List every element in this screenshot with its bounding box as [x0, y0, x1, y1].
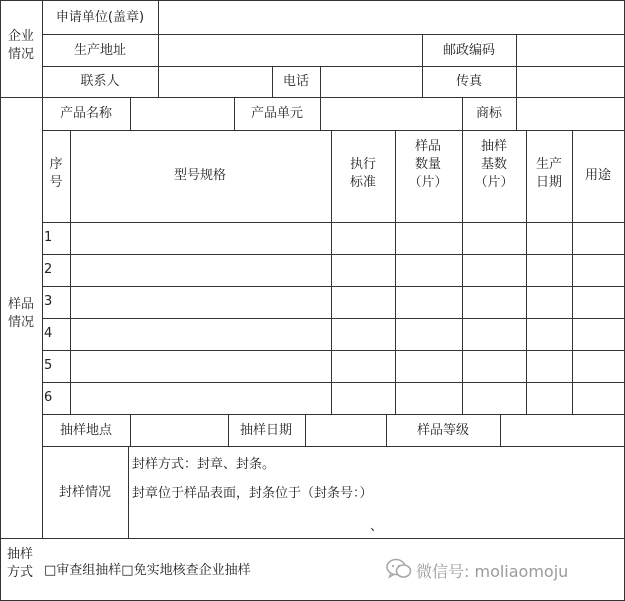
divider-enterprise-sample	[0, 97, 625, 98]
address-cell-line	[158, 34, 159, 67]
product-unit-right-line	[320, 97, 321, 131]
table-row-line-4	[42, 318, 625, 319]
header-quantity: 样品 数量 （片）	[408, 139, 448, 190]
table-row-line-3	[42, 286, 625, 287]
product-unit-label: 产品单元	[250, 106, 303, 121]
header-standard: 执行 标准	[349, 157, 376, 190]
header-usage: 用途	[584, 168, 611, 183]
enterprise-section-label: 企业 情况	[7, 29, 34, 62]
wechat-icon	[386, 558, 412, 580]
trademark-label: 商标	[475, 106, 502, 121]
product-name-label: 产品名称	[59, 106, 112, 121]
date-label: 抽样日期	[239, 423, 292, 438]
postcode-label: 邮政编码	[442, 43, 495, 58]
fax-label: 传真	[455, 74, 482, 89]
sample-section-label: 样品 情况	[7, 297, 34, 330]
border-top	[0, 0, 625, 1]
table-row-line-5	[42, 350, 625, 351]
header-production-date: 生产 日期	[535, 157, 562, 190]
table-row-number: 3	[44, 294, 53, 309]
watermark-text: 微信号: moliaomoju	[416, 562, 569, 581]
table-col-line-0	[70, 130, 71, 415]
header-serial: 序 号	[49, 157, 63, 190]
seal-mark: 、	[370, 519, 384, 534]
seal-method-text: 封样方式：封章、封条。	[132, 457, 276, 472]
row-line-address	[42, 66, 625, 67]
method-options: □审查组抽样□免实地核查企业抽样	[44, 563, 251, 578]
table-row-number: 4	[44, 326, 53, 341]
divider-sample-method	[0, 538, 625, 539]
applicant-cell-line	[158, 0, 159, 35]
location-label: 抽样地点	[59, 423, 112, 438]
seal-position-text: 封章位于样品表面，封条位于（封条号：）	[132, 486, 373, 501]
address-label: 生产地址	[73, 43, 126, 58]
method-section-label: 抽样 方式	[6, 547, 33, 580]
header-base: 抽样 基数 （片）	[474, 139, 514, 190]
header-model-spec: 型号规格	[173, 168, 226, 183]
phone-label: 电话	[282, 74, 309, 89]
table-row-line-1	[42, 222, 625, 223]
table-row-number: 2	[44, 262, 53, 277]
phone-right-line	[320, 66, 321, 98]
seal-label: 封样情况	[58, 485, 111, 500]
table-row-number: 5	[44, 358, 53, 373]
table-row-line-6	[42, 382, 625, 383]
contact-cell-line	[158, 66, 159, 98]
table-row-number: 1	[44, 230, 53, 245]
row-line-applicant	[42, 34, 625, 35]
applicant-label: 申请单位(盖章)	[55, 10, 145, 25]
location-cell-line	[130, 414, 131, 447]
table-row-line-2	[42, 254, 625, 255]
grade-right-line	[500, 414, 501, 447]
table-row-number: 6	[44, 390, 53, 405]
fax-right-line	[516, 66, 517, 98]
contact-label: 联系人	[80, 74, 120, 89]
date-right-line	[305, 414, 306, 447]
trademark-right-line	[516, 97, 517, 131]
product-name-line	[130, 97, 131, 131]
postcode-right-line	[516, 34, 517, 67]
seal-cell-line	[128, 446, 129, 539]
grade-label: 样品等级	[416, 423, 469, 438]
